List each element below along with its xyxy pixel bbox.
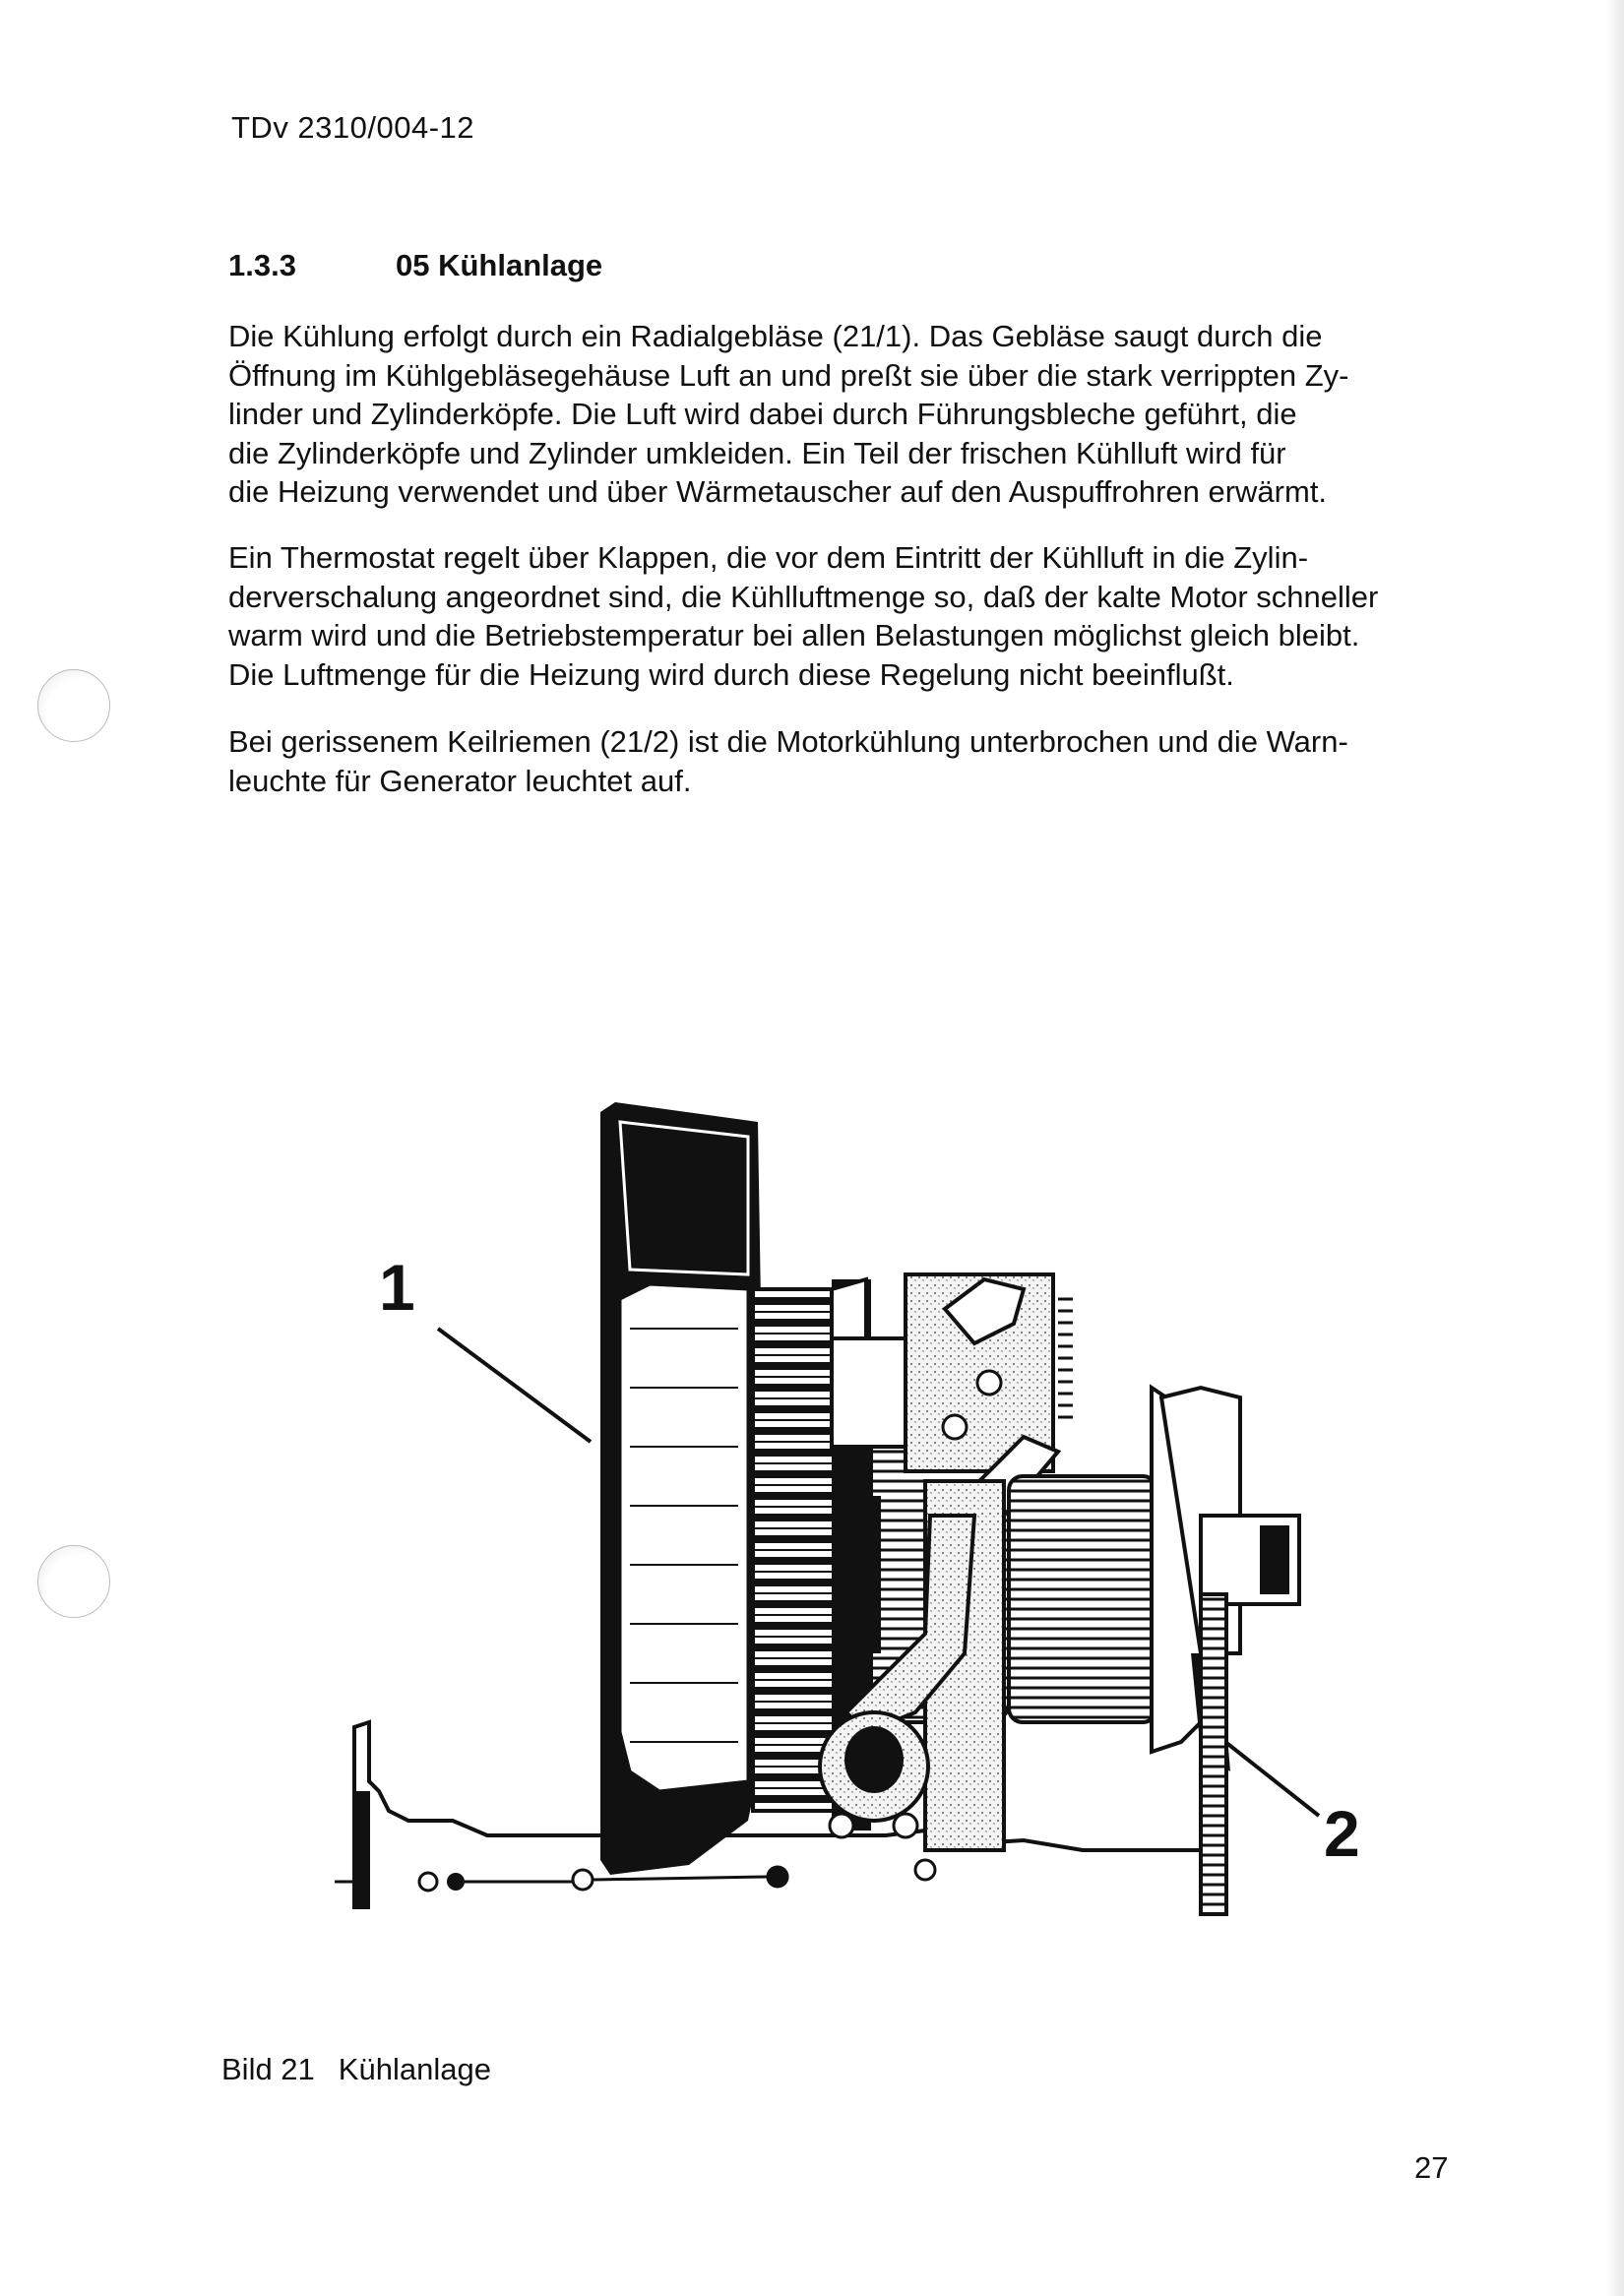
- fan-drive-housing: [1009, 1476, 1156, 1722]
- text-line: Die Kühlung erfolgt durch ein Radialgebläse (21/1). Das Gebläse saugt durch die: [228, 319, 1323, 353]
- text-line: Die Luftmenge für die Heizung wird durch diese Regelung nicht beeinflußt.: [228, 656, 1234, 692]
- section-title: 05 Kühlanlage: [396, 248, 603, 282]
- caption-text: Kühlanlage: [338, 2052, 491, 2086]
- engine-case-edge: [352, 1791, 370, 1909]
- bolt-hole: [915, 1860, 935, 1880]
- engine-cross-section-drawing: [335, 1102, 1398, 1919]
- leader-line-2: [1225, 1742, 1319, 1816]
- text-line: die Zylinderköpfe und Zylinder umkleiden. Ein Teil der frischen Kühlluft wird für: [228, 435, 1286, 470]
- section-heading: [228, 248, 602, 283]
- leader-line-1: [438, 1329, 591, 1442]
- callout-1: 1: [379, 1251, 415, 1324]
- punch-hole-top: [37, 669, 110, 742]
- paragraph-thermostat: [228, 538, 1498, 694]
- text-line: Ein Thermostat regelt über Klappen, die vor dem Eintritt der Kühlluft in die Zylin-: [228, 540, 1309, 575]
- document-code: TDv 2310/004-12: [231, 110, 475, 145]
- bolt-head: [768, 1867, 787, 1887]
- paragraph-v-belt: [228, 722, 1498, 800]
- page-number: 27: [1414, 2150, 1449, 2185]
- callout-2: 2: [1324, 1797, 1360, 1870]
- bolt-hole: [419, 1873, 437, 1891]
- text-line: die Heizung verwendet und über Wärmetauscher auf den Auspuffrohren erwärmt.: [228, 474, 1328, 509]
- text-line: warm wird und die Betriebstemperatur bei allen Belastungen möglichst gleich bleibt.: [228, 618, 1360, 652]
- bolt-head: [447, 1873, 465, 1891]
- page-edge-shadow: [1606, 0, 1624, 2296]
- section-number: 1.3.3: [228, 248, 296, 282]
- radial-fan-impeller: [753, 1289, 837, 1811]
- text-line: Bei gerissenem Keilriemen (21/2) ist die Motorkühlung unterbrochen und die Warn-: [228, 724, 1348, 759]
- caption-number: Bild 21: [221, 2052, 315, 2086]
- bolt-hole: [573, 1870, 593, 1890]
- punch-hole-bottom: [37, 1545, 110, 1618]
- cooling-system-illustration: [335, 1102, 1398, 1919]
- text-line: derverschalung angeordnet sind, die Kühlluftmenge so, daß der kalte Motor schneller: [228, 579, 1379, 614]
- figure-caption: [221, 2052, 491, 2087]
- v-belt: [1201, 1594, 1226, 1914]
- fan-housing-inlet-face: [620, 1284, 748, 1791]
- text-line: Öffnung im Kühlgebläsegehäuse Luft an und preßt sie über die stark verrippten Zy-: [228, 357, 1349, 393]
- return-spring: [1058, 1299, 1073, 1417]
- pipe-opening: [844, 1726, 904, 1793]
- text-line: leuchte für Generator leuchtet auf.: [228, 763, 692, 798]
- paragraph-cooling-fan: [228, 317, 1498, 512]
- text-line: linder und Zylinderköpfe. Die Luft wird dabei durch Führungsbleche geführt, die: [228, 397, 1297, 431]
